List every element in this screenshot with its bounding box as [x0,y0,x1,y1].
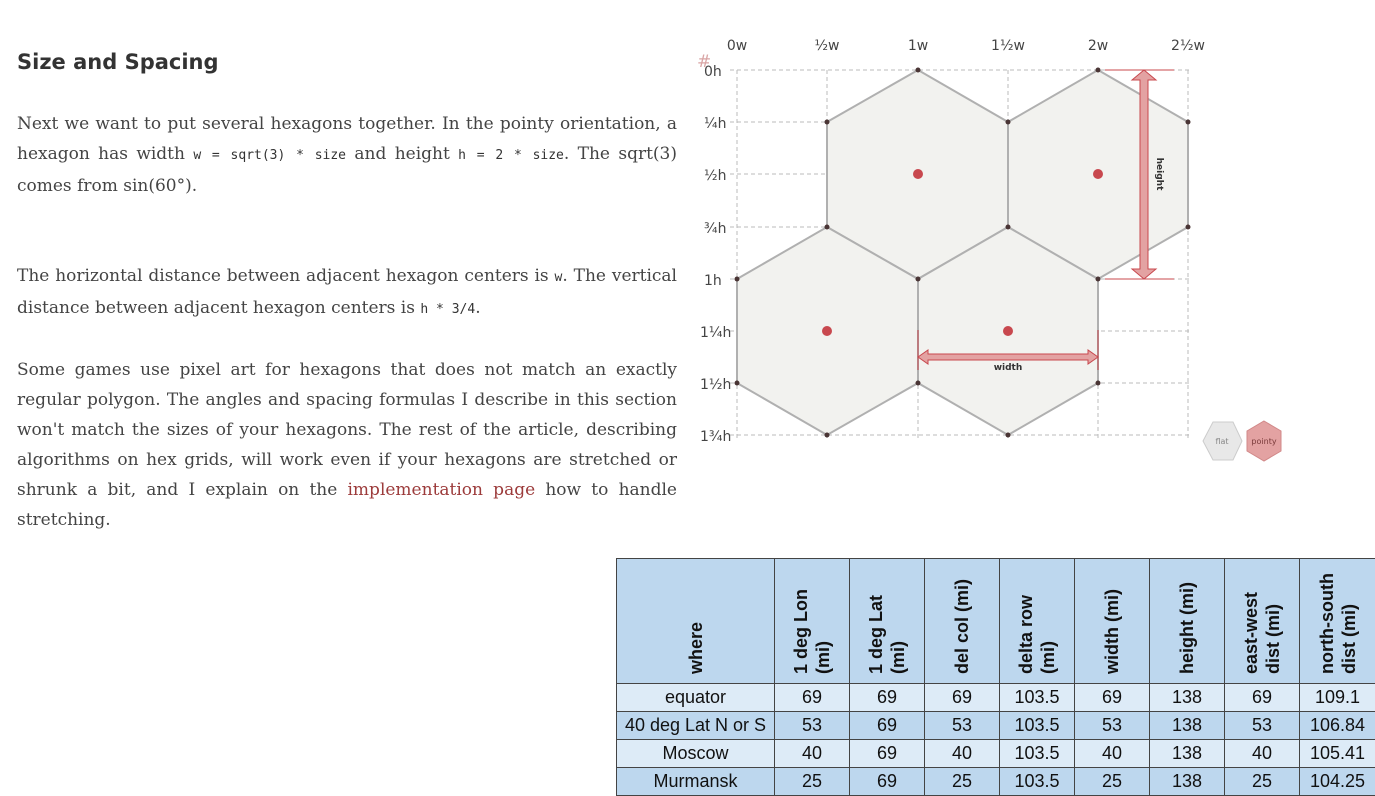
column-header [1075,559,1150,684]
section-heading: Size and Spacing [17,50,219,74]
header-text: del col (mi) [949,575,975,678]
table-cell: Moscow [617,740,775,768]
column-header [1150,559,1225,684]
column-header [1300,559,1375,684]
table-cell: 25 [775,768,850,796]
pointy-label: pointy [1251,437,1276,446]
table-cell: 69 [1075,684,1150,712]
center-dot [913,169,923,179]
paragraph-spacing [17,261,677,325]
table-cell: 103.5 [1000,712,1075,740]
table-cell: 109.1 [1300,684,1375,712]
table-cell: 40 [1225,740,1300,768]
table-cell: 103.5 [1000,684,1075,712]
table-cell: 138 [1150,768,1225,796]
table-cell: 138 [1150,740,1225,768]
table-cell: 106.84 [1300,712,1375,740]
y-label: ¼h [704,116,726,132]
table-cell: equator [617,684,775,712]
table-cell: 138 [1150,684,1225,712]
table-header-row [617,559,1375,684]
y-label: 0h [704,64,722,80]
table-cell: 53 [1075,712,1150,740]
implementation-page-link[interactable]: implementation page [348,480,536,500]
center-dot [1003,326,1013,336]
code-height-formula: h = 2 * size [458,148,564,163]
x-label: 1½w [991,38,1025,54]
text: . The sqrt(3) comes from sin(60°). [17,144,677,196]
table-cell: 138 [1150,712,1225,740]
table-cell: 25 [1075,768,1150,796]
y-label: 1h [704,273,722,289]
text: how to handle stretching. [17,480,677,530]
table-row [617,740,1375,768]
column-header [775,559,850,684]
table-cell: 103.5 [1000,768,1075,796]
table-cell: 40 [925,740,1000,768]
header-text: 1 deg Lat (mi) [863,559,911,678]
table-cell: 40 deg Lat N or S [617,712,775,740]
table-cell: 69 [775,684,850,712]
table-cell: 40 [775,740,850,768]
table-cell: 104.25 [1300,768,1375,796]
hex-spacing-diagram [690,30,1300,490]
text: . [475,298,480,318]
y-axis-labels [700,64,731,445]
table-cell: 53 [775,712,850,740]
y-label: 1¾h [700,429,731,445]
text: The horizontal distance between adjacent hexagon centers is [17,266,555,286]
pointy-toggle-button[interactable] [1247,421,1281,461]
table-cell: 105.41 [1300,740,1375,768]
x-axis-labels [727,38,1205,54]
table-cell: 69 [850,768,925,796]
table-cell: 69 [1225,684,1300,712]
header-text: delta row (mi) [1013,559,1061,678]
x-label: 1w [908,38,928,54]
center-dot [822,326,832,336]
table-cell: 53 [1225,712,1300,740]
paragraph-pixel-art [17,355,677,535]
width-label: width [994,363,1023,373]
code-w: w [555,270,563,285]
x-label: 2w [1088,38,1108,54]
column-header [925,559,1000,684]
y-label: 1½h [700,377,731,393]
column-header [850,559,925,684]
flat-label: flat [1215,437,1228,446]
x-label: 2½w [1171,38,1205,54]
table-row [617,684,1375,712]
table-cell: 103.5 [1000,740,1075,768]
column-header [1000,559,1075,684]
header-text: 1 deg Lon (mi) [788,559,836,678]
table-cell: 53 [925,712,1000,740]
section-anchor-link[interactable]: # [697,52,711,72]
table-cell: 69 [925,684,1000,712]
table-cell: 40 [1075,740,1150,768]
text: . The vertical distance between adjacent hexagon centers is [17,266,677,318]
y-label: ¾h [704,221,726,237]
table-cell: 69 [850,684,925,712]
code-vertical-spacing: h * 3/4 [420,302,475,317]
text: Some games use pixel art for hexagons that does not match an exactly regular polygon. The angles and spacing formulas I describe in this section won't match the sizes of your hexagons. The rest of the article, describing algorithms on hex grids, will work even if your hexagons are stretched or shrunk a bit, and I explain on the [17,360,677,500]
table-row [617,768,1375,796]
table-cell: 25 [1225,768,1300,796]
table-cell: Murmansk [617,768,775,796]
header-text: east-west dist (mi) [1238,559,1286,678]
header-text: north-south dist (mi) [1314,559,1362,678]
height-label: height [1154,158,1164,191]
paragraph-hex-size [17,109,677,201]
flat-toggle-button[interactable] [1202,422,1242,460]
x-label: ½w [814,38,839,54]
distance-table [616,558,1375,796]
table-cell: 69 [850,712,925,740]
code-width-formula: w = sqrt(3) * size [193,148,346,163]
column-header [1225,559,1300,684]
x-label: 0w [727,38,747,54]
header-text: height (mi) [1174,578,1200,678]
table-row [617,712,1375,740]
y-label: ½h [704,168,726,184]
table-cell: 25 [925,768,1000,796]
text: and height [346,144,458,164]
header-text: where [683,618,709,678]
table-cell: 69 [850,740,925,768]
header-text: width (mi) [1099,585,1125,678]
column-header [617,559,775,684]
hexagons [737,70,1188,435]
y-label: 1¼h [700,325,731,341]
text: Next we want to put several hexagons together. In the pointy orientation, a hexagon has width [17,114,677,164]
center-dot [1093,169,1103,179]
